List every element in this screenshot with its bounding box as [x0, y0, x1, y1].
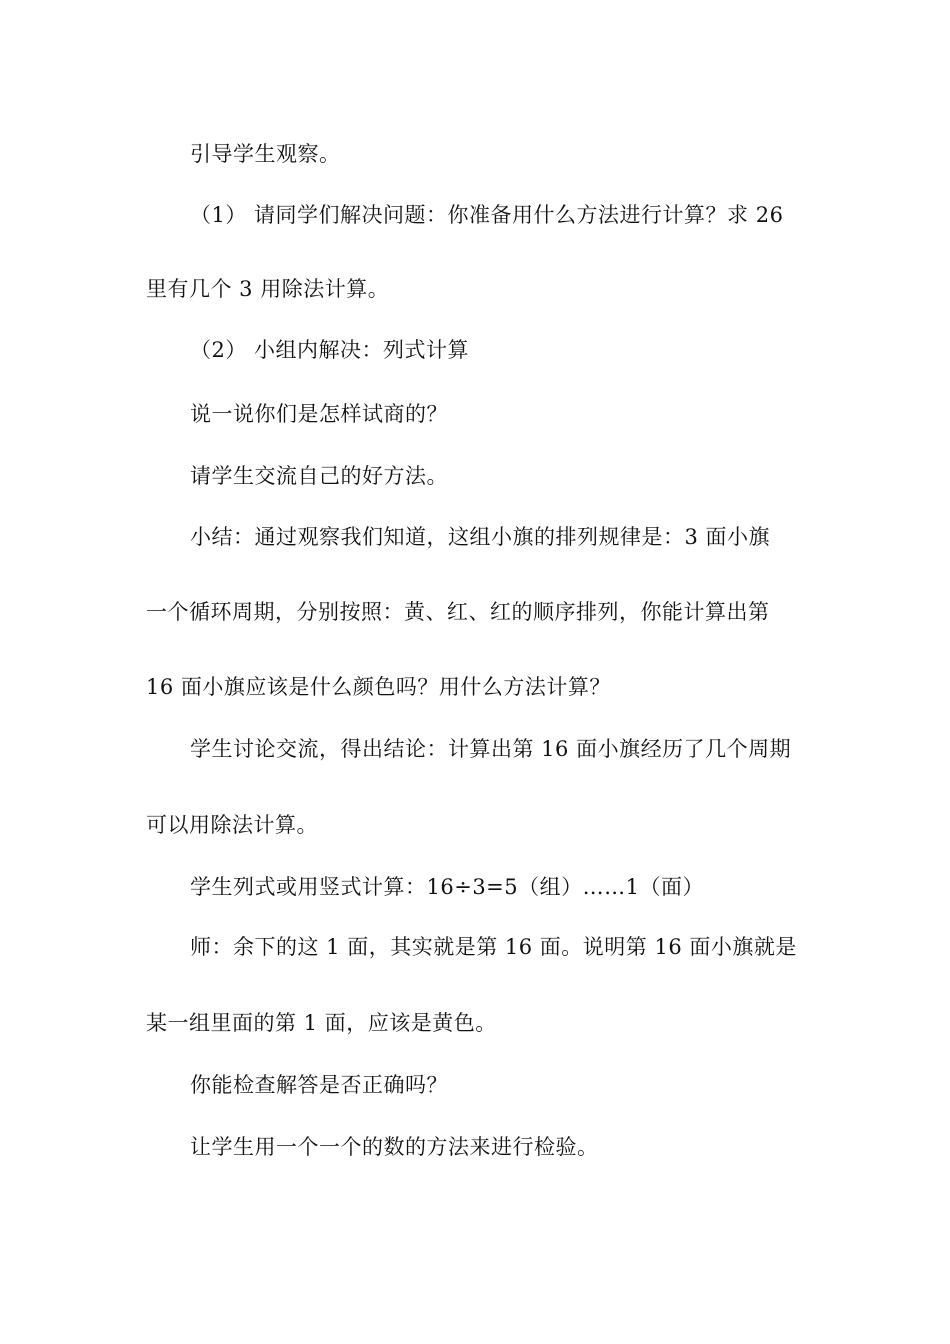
paragraph-line: 说一说你们是怎样试商的？: [190, 402, 448, 426]
paragraph-line: 某一组里面的第 1 面，应该是黄色。: [146, 1011, 497, 1035]
paragraph-line: 引导学生观察。: [190, 142, 341, 166]
paragraph-line: 让学生用一个一个的数的方法来进行检验。: [190, 1135, 599, 1159]
paragraph-line: 学生列式或用竖式计算：16÷3=5（组）……1（面）: [190, 875, 704, 899]
paragraph-line: （2） 小组内解决：列式计算: [190, 338, 470, 362]
paragraph-line: 可以用除法计算。: [146, 813, 318, 837]
paragraph-line: 16 面小旗应该是什么颜色吗？用什么方法计算？: [146, 675, 611, 699]
paragraph-line: （1） 请同学们解决问题：你准备用什么方法进行计算？求 26: [190, 203, 784, 227]
paragraph-line: 请学生交流自己的好方法。: [190, 464, 448, 488]
paragraph-line: 学生讨论交流，得出结论：计算出第 16 面小旗经历了几个周期: [190, 737, 792, 761]
paragraph-line: 小结：通过观察我们知道，这组小旗的排列规律是：3 面小旗: [190, 525, 771, 549]
paragraph-line: 你能检查解答是否正确吗？: [190, 1073, 448, 1097]
paragraph-line: 一个循环周期，分别按照：黄、红、红的顺序排列，你能计算出第: [146, 600, 770, 624]
paragraph-line: 里有几个 3 用除法计算。: [146, 277, 390, 301]
paragraph-line: 师：余下的这 1 面，其实就是第 16 面。说明第 16 面小旗就是: [190, 935, 797, 959]
